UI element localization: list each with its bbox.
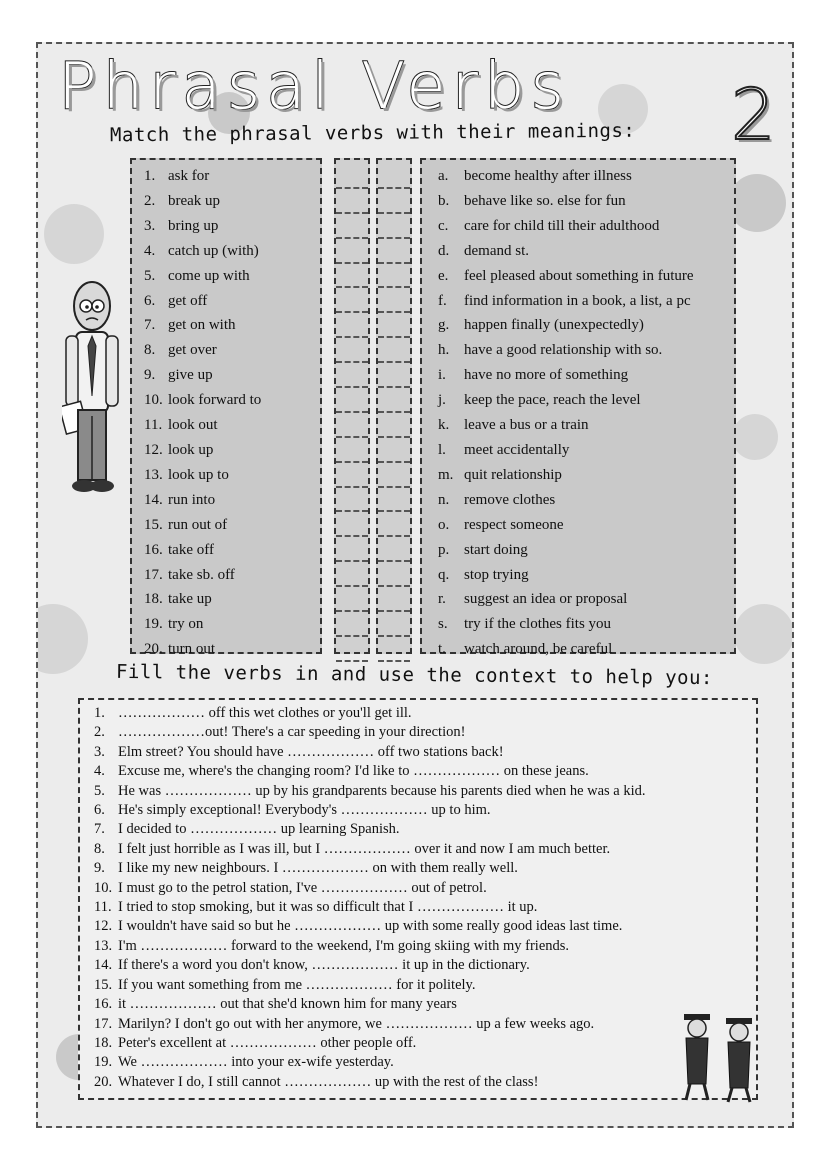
background-dot — [728, 174, 786, 232]
verb-item — [144, 189, 320, 214]
sentence-item-text: I'm ……………… forward to the weekend, I'm going skiing with my friends. — [118, 937, 570, 954]
background-dot — [36, 604, 88, 674]
verb-item-number: 9. — [144, 367, 156, 384]
meaning-item-number: i. — [438, 367, 446, 384]
verb-item — [144, 289, 320, 314]
meaning-item-text: stop trying — [464, 566, 529, 583]
verb-item — [144, 587, 320, 612]
meaning-item-number: m. — [438, 466, 454, 483]
page-title: Phrasal Verbs — [58, 50, 570, 124]
verb-item-text: turn out — [168, 641, 216, 658]
verb-item-text: give up — [168, 367, 213, 384]
meaning-item — [438, 463, 734, 488]
sentence-item-number: 1. — [94, 705, 105, 721]
answer-slot[interactable] — [336, 488, 368, 513]
answer-slot[interactable] — [378, 363, 410, 388]
sentence-item-number: 8. — [94, 840, 105, 857]
answer-column-letters — [376, 158, 412, 654]
meaning-item-number: g. — [438, 317, 450, 334]
verb-item-number: 2. — [144, 192, 156, 209]
meaning-item — [438, 363, 734, 388]
verb-item-text: break up — [168, 192, 221, 209]
verb-item-number: 5. — [144, 267, 156, 284]
verb-item-text: look out — [168, 417, 218, 434]
meaning-item-text: leave a bus or a train — [464, 417, 589, 434]
meaning-item-text: care for child till their adulthood — [464, 217, 660, 234]
meaning-item — [438, 338, 734, 363]
sentence-item — [94, 820, 756, 839]
meaning-item — [438, 214, 734, 239]
sentence-item-text: We ……………… into your ex-wife yesterday. — [118, 1054, 394, 1071]
sentence-item-number: 13. — [94, 937, 113, 954]
meanings-box — [420, 158, 736, 658]
meaning-item — [438, 587, 734, 612]
meaning-item-number: d. — [438, 242, 450, 259]
background-dot — [734, 604, 794, 664]
meaning-item-number: j. — [438, 392, 446, 409]
fill-instruction: Fill the verbs in and use the context to help you: — [115, 660, 714, 690]
sentence-item-text: I tried to stop smoking, but it was so difficult that I ……………… it up. — [118, 899, 538, 916]
meaning-item-text: find information in a book, a list, a pc — [464, 292, 691, 309]
meaning-item-text: happen finally (unexpectedly) — [464, 317, 644, 334]
verb-item — [144, 488, 320, 513]
answer-slot[interactable] — [378, 612, 410, 637]
verb-item-number: 8. — [144, 342, 156, 359]
graduates-illustration — [676, 1004, 760, 1104]
phrasal-verbs-box — [130, 158, 322, 658]
meaning-item-text: start doing — [464, 541, 528, 558]
answer-slot[interactable] — [336, 363, 368, 388]
answer-slot[interactable] — [378, 637, 410, 662]
sentence-item-text: If you want something from me ……………… for it politely. — [118, 976, 476, 993]
answer-slots — [378, 164, 410, 662]
sentence-item — [94, 801, 756, 820]
verb-item-number: 14. — [144, 491, 163, 508]
sentence-item — [94, 995, 756, 1014]
meanings-list — [438, 164, 734, 662]
answer-slot[interactable] — [378, 463, 410, 488]
sentences-box — [78, 698, 758, 1100]
meaning-item — [438, 612, 734, 637]
verb-item-text: take off — [168, 541, 214, 558]
meaning-item-number: c. — [438, 217, 449, 234]
answer-slot[interactable] — [336, 189, 368, 214]
sentence-item-text: Excuse me, where's the changing room? I'd like to ……………… on these jeans. — [118, 763, 589, 780]
meaning-item-text: have a good relationship with so. — [464, 342, 663, 359]
sentence-item-number: 14. — [94, 957, 113, 974]
answer-slot[interactable] — [378, 537, 410, 562]
verb-item-number: 6. — [144, 292, 156, 309]
sentence-item-number: 11. — [94, 899, 112, 916]
verb-item-number: 12. — [144, 441, 163, 458]
verb-item-text: run out of — [168, 516, 228, 533]
sentence-item-text: ………………out! There's a car speeding in your direction! — [118, 724, 466, 741]
sentence-item-text: I like my new neighbours. I ……………… on with them really well. — [118, 860, 518, 877]
sentence-item-text: He was ……………… up by his grandparents because his parents died when he was a kid. — [118, 782, 646, 799]
verb-item-text: get off — [168, 292, 208, 309]
answer-slot[interactable] — [378, 164, 410, 189]
worksheet-page — [36, 42, 794, 1128]
verb-item-number: 15. — [144, 516, 163, 533]
verb-item-text: take sb. off — [168, 566, 235, 583]
sentence-item — [94, 743, 756, 762]
meaning-item-number: r. — [438, 591, 446, 608]
meaning-item — [438, 313, 734, 338]
verb-item-text: ask for — [168, 168, 210, 184]
verb-item-number: 3. — [144, 217, 156, 234]
answer-slot[interactable] — [378, 587, 410, 612]
sentence-item-text: I decided to ……………… up learning Spanish. — [118, 821, 400, 838]
answer-slot[interactable] — [336, 637, 368, 662]
sentence-item — [94, 1034, 756, 1053]
meaning-item-text: remove clothes — [464, 491, 556, 508]
verb-item-text: bring up — [168, 217, 219, 234]
verb-item-number: 11. — [144, 417, 163, 434]
sentence-item — [94, 937, 756, 956]
meaning-item — [438, 438, 734, 463]
answer-column-numbers — [334, 158, 370, 654]
verb-item-text: take up — [168, 591, 212, 608]
verb-item — [144, 388, 320, 413]
meaning-item-text: suggest an idea or proposal — [464, 591, 628, 608]
meaning-item — [438, 513, 734, 538]
meaning-item-number: h. — [438, 342, 450, 359]
meaning-item-text: become healthy after illness — [464, 168, 632, 184]
meaning-item-text: respect someone — [464, 516, 564, 533]
answer-slot[interactable] — [378, 562, 410, 587]
verb-item-number: 16. — [144, 541, 163, 558]
sentence-item-number: 17. — [94, 1015, 113, 1032]
sentence-item — [94, 956, 756, 975]
meaning-item-number: s. — [438, 616, 448, 633]
sentence-item — [94, 859, 756, 878]
meaning-item-text: meet accidentally — [464, 441, 570, 458]
sentence-item — [94, 879, 756, 898]
verb-item — [144, 538, 320, 563]
answer-slot[interactable] — [336, 537, 368, 562]
sentences-list — [94, 704, 756, 1092]
verb-item-number: 13. — [144, 466, 163, 483]
verb-item — [144, 463, 320, 488]
verb-item-text: look up to — [168, 466, 229, 483]
answer-slot[interactable] — [336, 463, 368, 488]
sentence-item-text: I wouldn't have said so but he ……………… up with some really good ideas last time. — [118, 918, 623, 935]
sentence-item-text: Peter's excellent at ……………… other people off. — [118, 1034, 417, 1051]
answer-slot[interactable] — [336, 612, 368, 637]
answer-slot[interactable] — [336, 214, 368, 239]
meaning-item-number: f. — [438, 292, 447, 309]
sentence-item-number: 19. — [94, 1054, 113, 1071]
sentence-item-text: He's simply exceptional! Everybody's ……………… up to him. — [118, 802, 491, 819]
meaning-item-number: l. — [438, 441, 446, 458]
answer-slot[interactable] — [336, 587, 368, 612]
meaning-item — [438, 413, 734, 438]
meaning-item — [438, 637, 734, 662]
meaning-item-text: have no more of something — [464, 367, 629, 384]
meaning-item-number: a. — [438, 168, 449, 184]
sentence-item-text: If there's a word you don't know, ……………… it up in the dictionary. — [118, 957, 530, 974]
verb-item-text: come up with — [168, 267, 250, 284]
meaning-item-number: n. — [438, 491, 450, 508]
answer-slot[interactable] — [336, 264, 368, 289]
meaning-item — [438, 264, 734, 289]
meaning-item — [438, 289, 734, 314]
answer-slot[interactable] — [378, 313, 410, 338]
sentence-item — [94, 917, 756, 936]
phrasal-verbs-list — [144, 164, 320, 662]
verb-item-number: 18. — [144, 591, 163, 608]
answer-slot[interactable] — [336, 413, 368, 438]
meaning-item — [438, 563, 734, 588]
sentence-item-number: 16. — [94, 996, 113, 1013]
meaning-item-text: try if the clothes fits you — [464, 616, 612, 633]
meaning-item — [438, 164, 734, 189]
answer-slot[interactable] — [378, 388, 410, 413]
answer-slot[interactable] — [378, 264, 410, 289]
verb-item — [144, 363, 320, 388]
meaning-item-text: quit relationship — [464, 466, 562, 483]
sentence-item-number: 6. — [94, 802, 105, 819]
sentence-item — [94, 704, 756, 723]
sentence-item-number: 5. — [94, 782, 105, 799]
match-instruction: Match the phrasal verbs with their meanings: — [109, 119, 636, 147]
sentence-item — [94, 898, 756, 917]
answer-slot[interactable] — [378, 189, 410, 214]
sentence-item-number: 7. — [94, 821, 105, 838]
meaning-item-number: q. — [438, 566, 450, 583]
background-dot — [44, 204, 104, 264]
sentence-item-number: 9. — [94, 860, 105, 877]
sentence-item-number: 3. — [94, 743, 105, 760]
meaning-item-text: demand st. — [464, 242, 529, 259]
verb-item — [144, 563, 320, 588]
meaning-item — [438, 189, 734, 214]
sentence-item-number: 18. — [94, 1034, 113, 1051]
sentence-item-text: it ……………… out that she'd known him for many years — [118, 996, 457, 1013]
meaning-item-number: o. — [438, 516, 450, 533]
verb-item — [144, 239, 320, 264]
verb-item-number: 1. — [144, 168, 156, 184]
verb-item — [144, 338, 320, 363]
answer-slot[interactable] — [378, 438, 410, 463]
answer-slot[interactable] — [336, 313, 368, 338]
sentence-item-number: 10. — [94, 879, 113, 896]
verb-item — [144, 214, 320, 239]
sentence-item — [94, 782, 756, 801]
answer-slot[interactable] — [378, 214, 410, 239]
answer-slot[interactable] — [378, 338, 410, 363]
answer-slot[interactable] — [336, 164, 368, 189]
sentence-item-text: Elm street? You should have ……………… off two stations back! — [118, 743, 504, 760]
answer-slot[interactable] — [336, 239, 368, 264]
meaning-item — [438, 488, 734, 513]
verb-item — [144, 313, 320, 338]
sentence-item — [94, 1053, 756, 1072]
answer-slots — [336, 164, 368, 662]
verb-item — [144, 513, 320, 538]
sentence-item-text: I must go to the petrol station, I've ……………… out of petrol. — [118, 879, 487, 896]
answer-slot[interactable] — [336, 338, 368, 363]
meaning-item-text: feel pleased about something in future — [464, 267, 694, 284]
sentence-item-text: ……………… off this wet clothes or you'll get ill. — [118, 705, 412, 721]
meaning-item-number: p. — [438, 541, 450, 558]
answer-slot[interactable] — [336, 438, 368, 463]
verb-item — [144, 637, 320, 662]
verb-item-number: 17. — [144, 566, 163, 583]
answer-slot[interactable] — [336, 388, 368, 413]
meaning-item-text: behave like so. else for fun — [464, 192, 626, 209]
title-number: 2 — [731, 74, 776, 156]
verb-item-number: 4. — [144, 242, 156, 259]
verb-item — [144, 264, 320, 289]
answer-slot[interactable] — [336, 512, 368, 537]
sentence-item-text: Marilyn? I don't go out with her anymore, we ……………… up a few weeks ago. — [118, 1015, 595, 1032]
meaning-item-number: b. — [438, 192, 450, 209]
sentence-item — [94, 762, 756, 781]
verb-item-text: get on with — [168, 317, 236, 334]
sentence-item — [94, 976, 756, 995]
sentence-item-number: 4. — [94, 763, 105, 780]
verb-item — [144, 164, 320, 189]
meaning-item-number: e. — [438, 267, 449, 284]
sentence-item-number: 12. — [94, 918, 113, 935]
verb-item — [144, 438, 320, 463]
sentence-item-text: Whatever I do, I still cannot ……………… up with the rest of the class! — [118, 1073, 539, 1090]
verb-item-text: get over — [168, 342, 217, 359]
verb-item-number: 19. — [144, 616, 163, 633]
background-dot — [732, 414, 778, 460]
answer-slot[interactable] — [336, 288, 368, 313]
sentence-item — [94, 1015, 756, 1034]
answer-slot[interactable] — [378, 288, 410, 313]
verb-item — [144, 612, 320, 637]
answer-slot[interactable] — [378, 512, 410, 537]
meaning-item-number: t. — [438, 641, 446, 658]
meaning-item — [438, 388, 734, 413]
sentence-item-text: I felt just horrible as I was ill, but I ……………… over it and now I am much better. — [118, 840, 611, 857]
verb-item-number: 20. — [144, 641, 163, 658]
verb-item-text: look up — [168, 441, 214, 458]
verb-item-number: 10. — [144, 392, 163, 409]
sentence-item — [94, 1073, 756, 1092]
sentence-item-number: 20. — [94, 1073, 113, 1090]
sentence-item-number: 2. — [94, 724, 105, 741]
sentence-item — [94, 840, 756, 859]
sentence-item — [94, 723, 756, 742]
verb-item-text: try on — [168, 616, 204, 633]
verb-item-text: look forward to — [168, 392, 262, 409]
teacher-illustration — [62, 276, 122, 506]
meaning-item-number: k. — [438, 417, 450, 434]
meaning-item-text: watch around, be careful — [464, 641, 613, 658]
meaning-item — [438, 538, 734, 563]
answer-slot[interactable] — [378, 488, 410, 513]
verb-item-text: catch up (with) — [168, 242, 259, 259]
verb-item — [144, 413, 320, 438]
sentence-item-number: 15. — [94, 976, 113, 993]
answer-slot[interactable] — [378, 239, 410, 264]
meaning-item — [438, 239, 734, 264]
verb-item-text: run into — [168, 491, 216, 508]
answer-slot[interactable] — [378, 413, 410, 438]
verb-item-number: 7. — [144, 317, 156, 334]
meaning-item-text: keep the pace, reach the level — [464, 392, 641, 409]
answer-slot[interactable] — [336, 562, 368, 587]
